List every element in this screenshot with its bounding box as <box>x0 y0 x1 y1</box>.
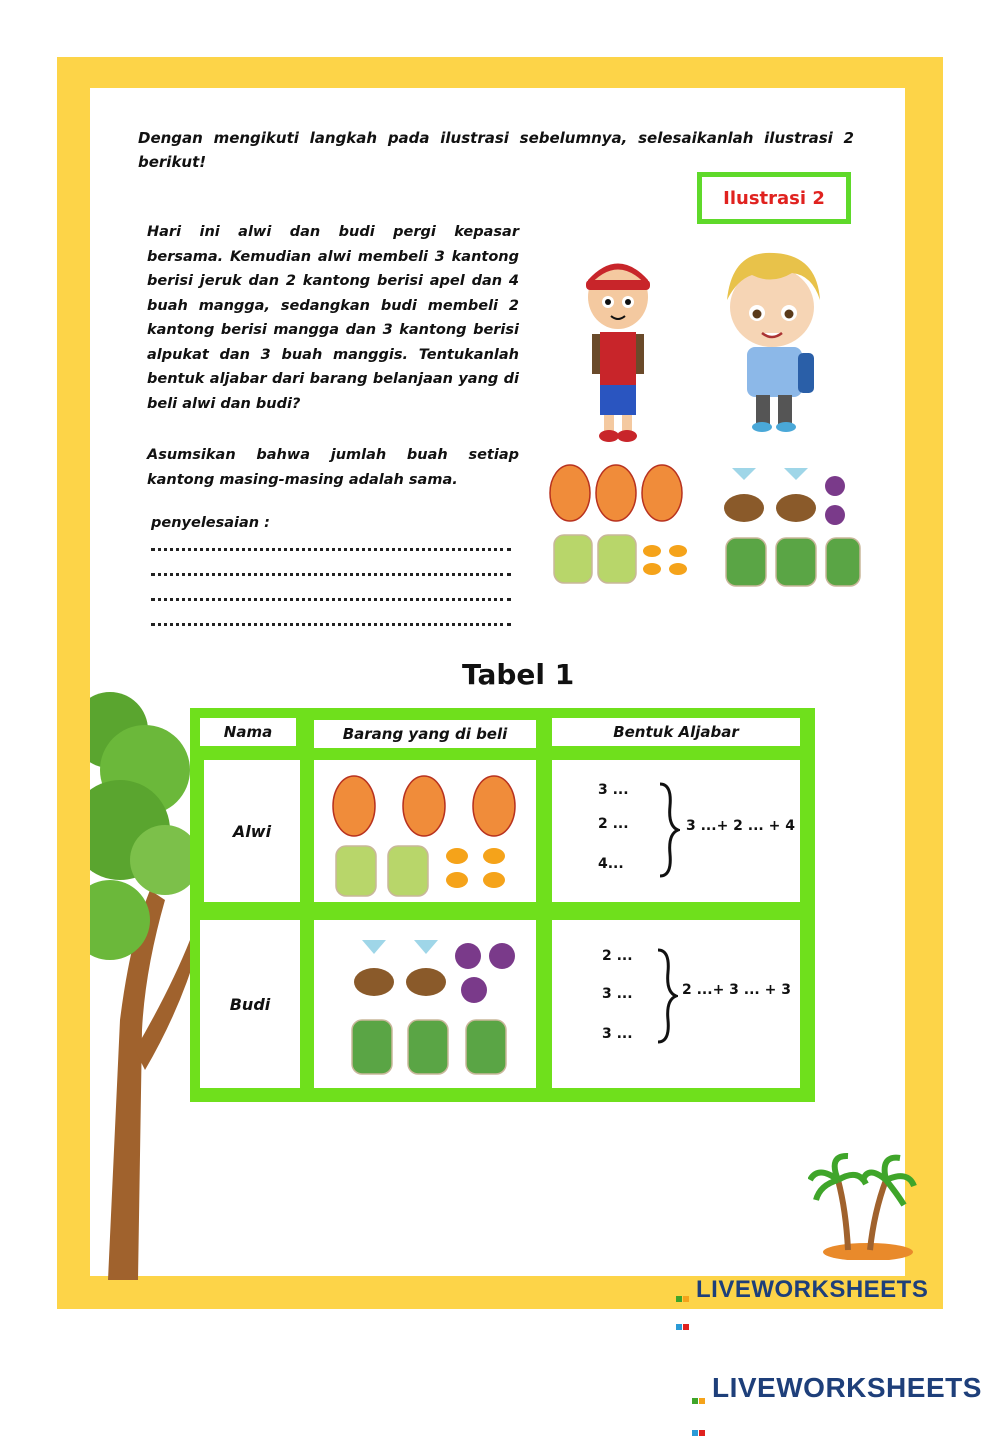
boy-budi-illustration <box>712 245 832 435</box>
row-alwi-items <box>314 760 536 902</box>
budi-term-3: 3 ... <box>602 1026 633 1042</box>
assumption-text: Asumsikan bahwa jumlah buah setiap kantong masing-masing adalah sama. <box>147 447 519 488</box>
answer-line-4 <box>151 623 511 626</box>
budi-term-1: 2 ... <box>602 948 633 964</box>
row-budi-items <box>314 920 536 1088</box>
brand-inner-logo-icon <box>676 1282 692 1298</box>
alwi-term-3: 4... <box>598 856 624 872</box>
header-name <box>200 718 296 746</box>
answer-line-1 <box>151 548 511 551</box>
row-alwi-algebra <box>552 760 800 902</box>
illustration-label-box <box>697 172 851 224</box>
palm-trees-illustration <box>808 1150 918 1260</box>
illustration-label: Ilustrasi 2 <box>723 187 825 209</box>
algebra-table <box>190 708 815 1102</box>
budi-curly-brace <box>654 948 678 1044</box>
row-budi-algebra <box>552 920 800 1088</box>
budi-name-label: Budi <box>229 994 271 1014</box>
boy-alwi-illustration <box>578 252 658 444</box>
table-title: Tabel 1 <box>462 658 575 691</box>
brand-outer[interactable] <box>692 1372 982 1404</box>
header-algebra <box>552 718 800 746</box>
header-algebra-label: Bentuk Aljabar <box>613 723 739 741</box>
answer-line-3 <box>151 598 511 601</box>
budi-term-2: 3 ... <box>602 986 633 1002</box>
intro-instruction: Dengan mengikuti langkah pada ilustrasi sebelumnya, selesaikanlah ilustrasi 2 berikut! <box>138 129 854 171</box>
alwi-curly-brace <box>656 782 680 878</box>
budi-expression: 2 ...+ 3 ... + 3 <box>682 982 791 998</box>
alwi-items-illustration <box>314 760 536 902</box>
header-items-label: Barang yang di beli <box>342 725 508 743</box>
header-name-label: Nama <box>223 723 273 741</box>
brand-outer-logo-icon <box>692 1380 708 1396</box>
story-problem: Hari ini alwi dan budi pergi kepasar bersama. Kemudian alwi membeli 3 kantong berisi jeruk dan 2 kantong berisi apel dan 4 buah mangga, sedangkan budi membeli 2 kantong berisi mangga dan 3 kantong berisi alpukat dan 3 buah manggis. Tentukanlah bentuk aljabar dari barang belanjaan yang di beli alwi dan budi? <box>147 224 519 412</box>
alwi-expression: 3 ...+ 2 ... + 4 <box>686 818 795 834</box>
tree-illustration <box>90 690 200 1280</box>
solution-label: penyelesaian : <box>151 515 270 531</box>
alwi-groceries-illustration <box>548 455 698 587</box>
brand-inner-text: LIVEWORKSHEETS <box>696 1276 929 1303</box>
alwi-term-2: 2 ... <box>598 816 629 832</box>
brand-inner <box>676 1276 928 1304</box>
header-items <box>314 720 536 748</box>
alwi-name-label: Alwi <box>232 821 272 841</box>
budi-items-illustration <box>314 920 536 1088</box>
brand-outer-text: LIVEWORKSHEETS <box>712 1372 982 1403</box>
budi-groceries-illustration <box>722 460 862 590</box>
answer-line-2 <box>151 573 511 576</box>
alwi-term-1: 3 ... <box>598 782 629 798</box>
row-alwi-name <box>204 760 300 902</box>
row-budi-name <box>200 920 300 1088</box>
